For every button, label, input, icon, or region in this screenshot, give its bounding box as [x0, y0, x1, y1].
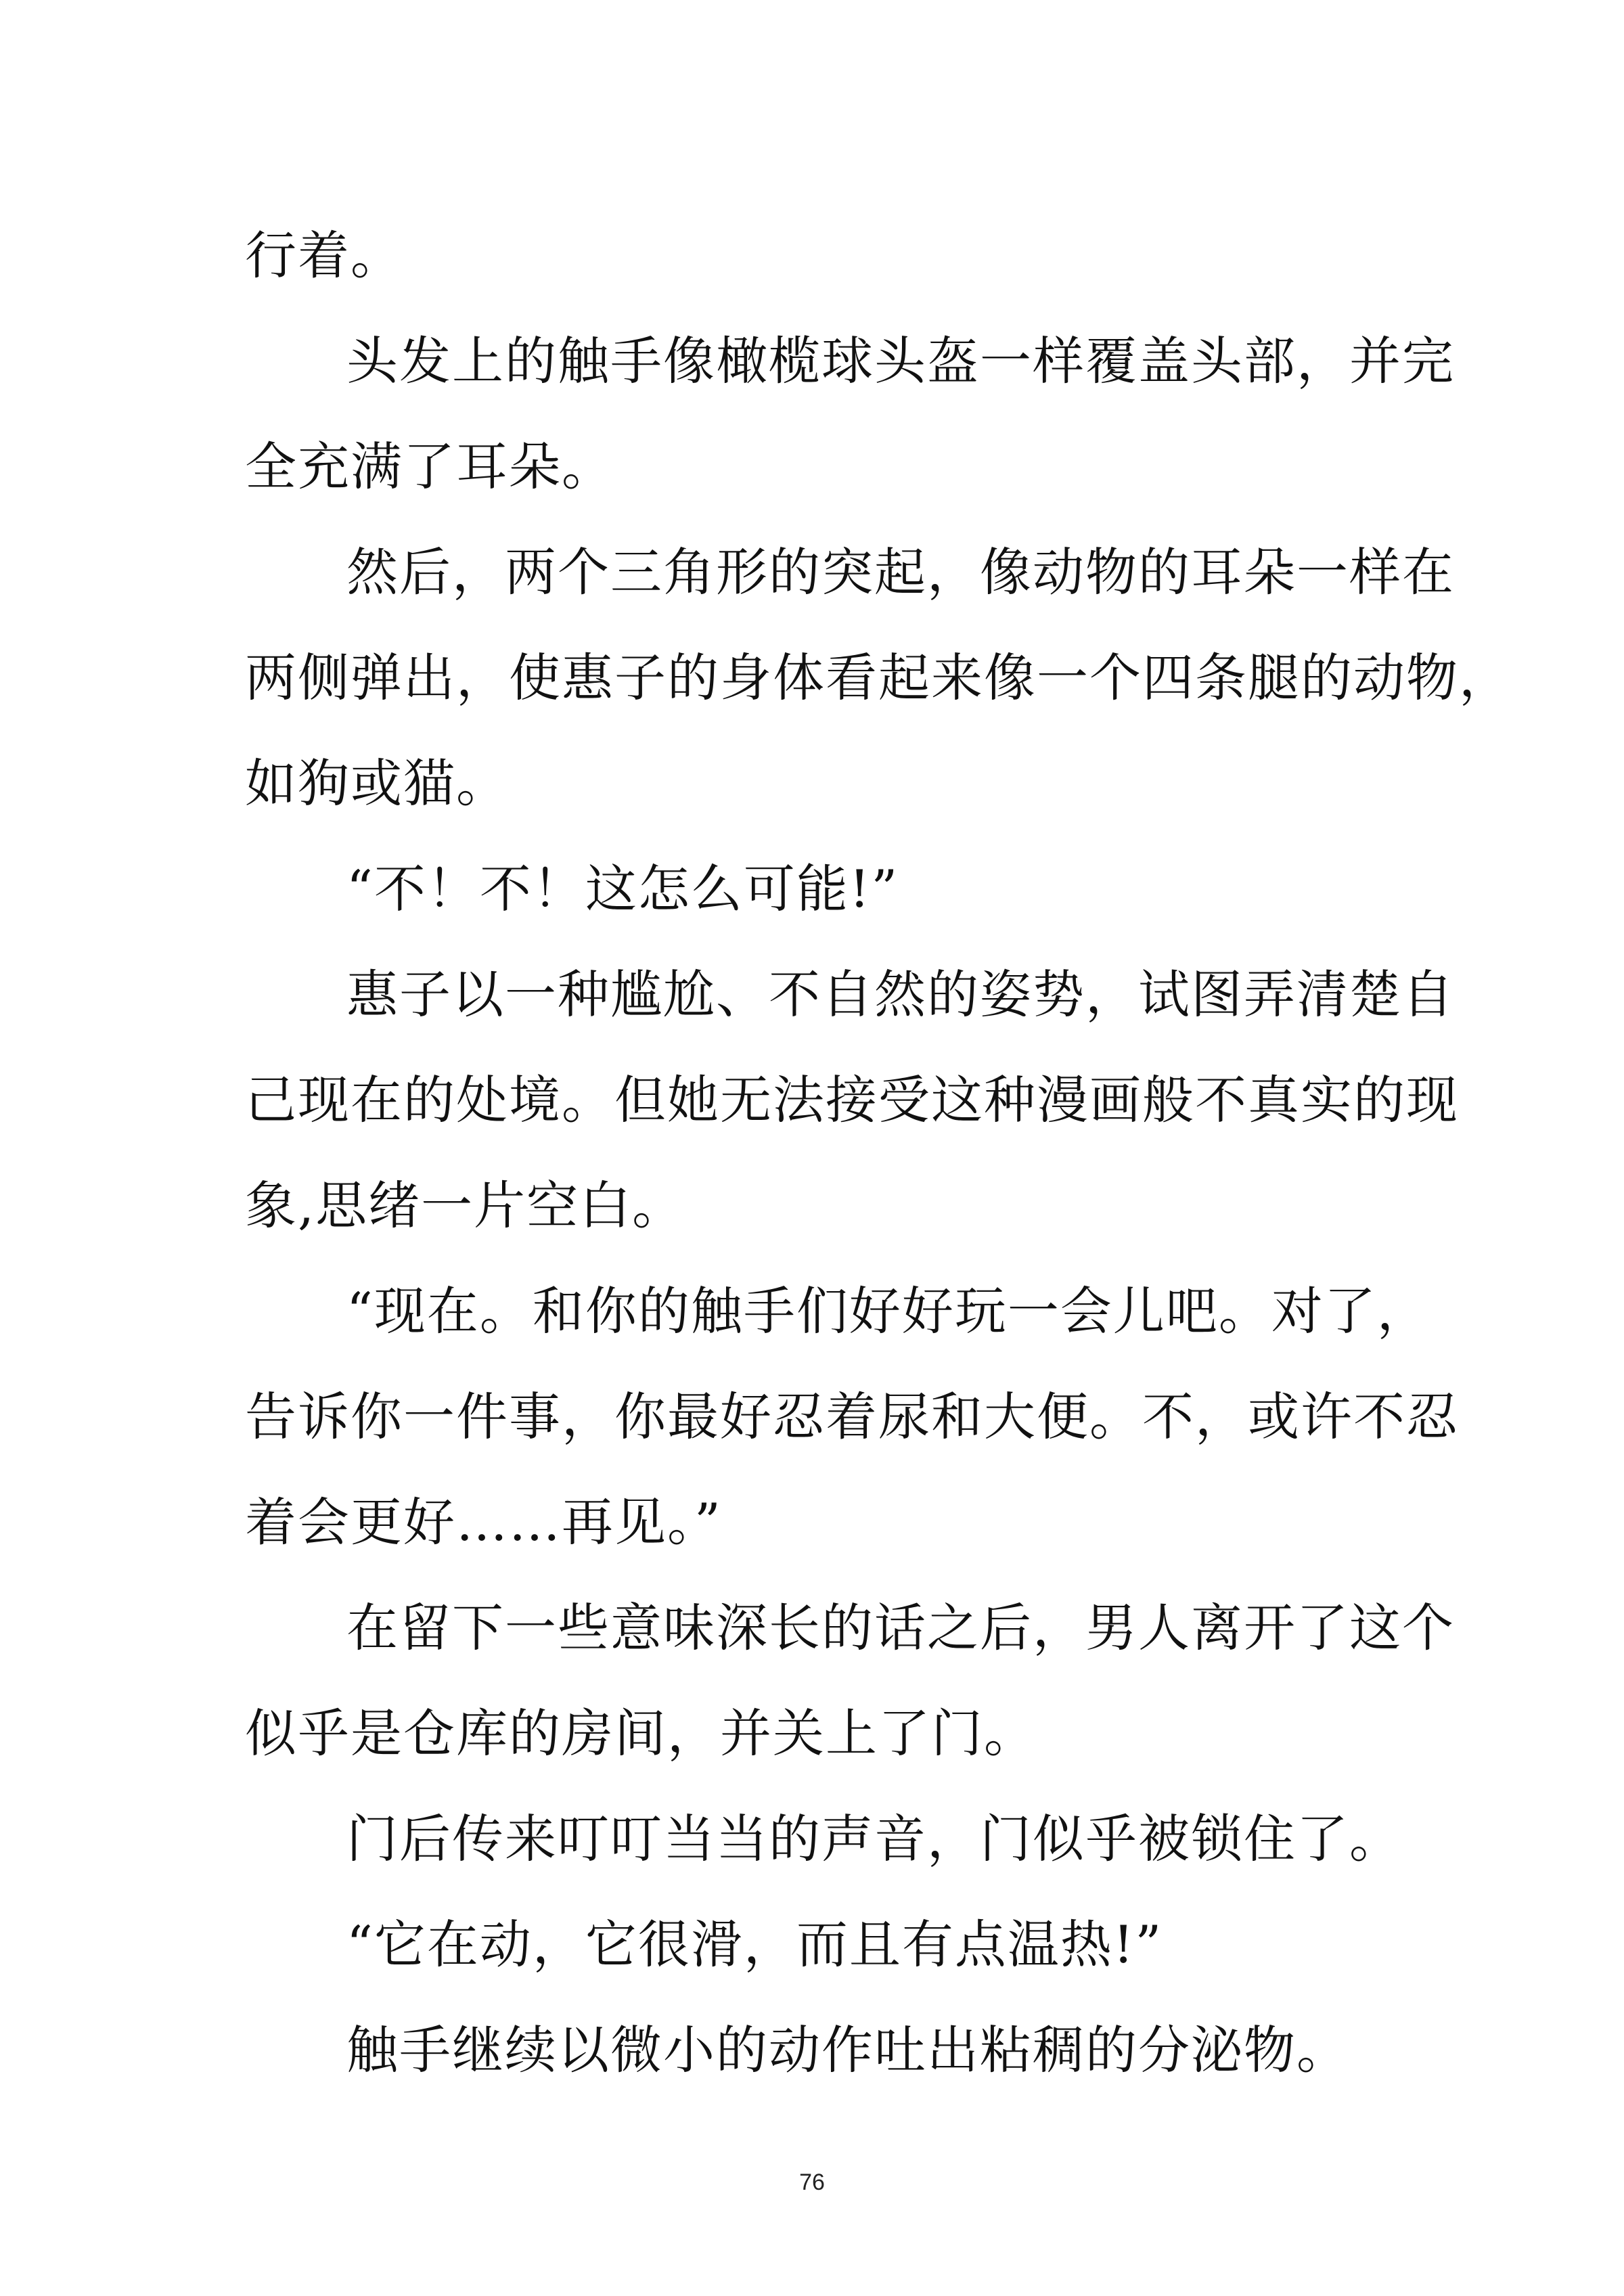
text-line: 着会更好……再见。” [245, 1492, 722, 1552]
text-line: 惠子以一种尴尬、不自然的姿势，试图弄清楚自 [346, 964, 1455, 1025]
text-line: 在留下一些意味深长的话之后，男人离开了这个 [346, 1598, 1455, 1658]
text-line: 行着。 [245, 225, 403, 286]
text-line: 象,思绪一片空白。 [245, 1175, 685, 1236]
text-line: 如狗或猫。 [245, 753, 509, 813]
text-line: “不！不！这怎么可能!” [346, 859, 899, 919]
text-line: 全充满了耳朵。 [245, 436, 614, 497]
text-line: 告诉你一件事，你最好忍着尿和大便。不，或许不忍 [245, 1387, 1459, 1447]
text-line: “现在。和你的触手们好好玩一会儿吧。对了， [346, 1281, 1430, 1341]
text-line: “它在动，它很滑，而且有点温热!” [346, 1914, 1163, 1975]
text-line: 似乎是仓库的房间，并关上了门。 [245, 1703, 1037, 1763]
text-line: 己现在的处境。但她无法接受这种漫画般不真实的现 [245, 1070, 1459, 1130]
text-line: 头发上的触手像橄榄球头盔一样覆盖头部，并完 [346, 331, 1455, 391]
page-number: 76 [799, 2169, 825, 2195]
text-line: 触手继续以微小的动作吐出粘稠的分泌物。 [346, 2020, 1349, 2080]
text-line: 两侧弹出，使惠子的身体看起来像一个四条腿的动物， [245, 648, 1512, 708]
text-line: 然后，两个三角形的突起，像动物的耳朵一样在 [346, 542, 1455, 602]
text-line: 门后传来叮叮当当的声音，门似乎被锁住了。 [346, 1809, 1402, 1869]
